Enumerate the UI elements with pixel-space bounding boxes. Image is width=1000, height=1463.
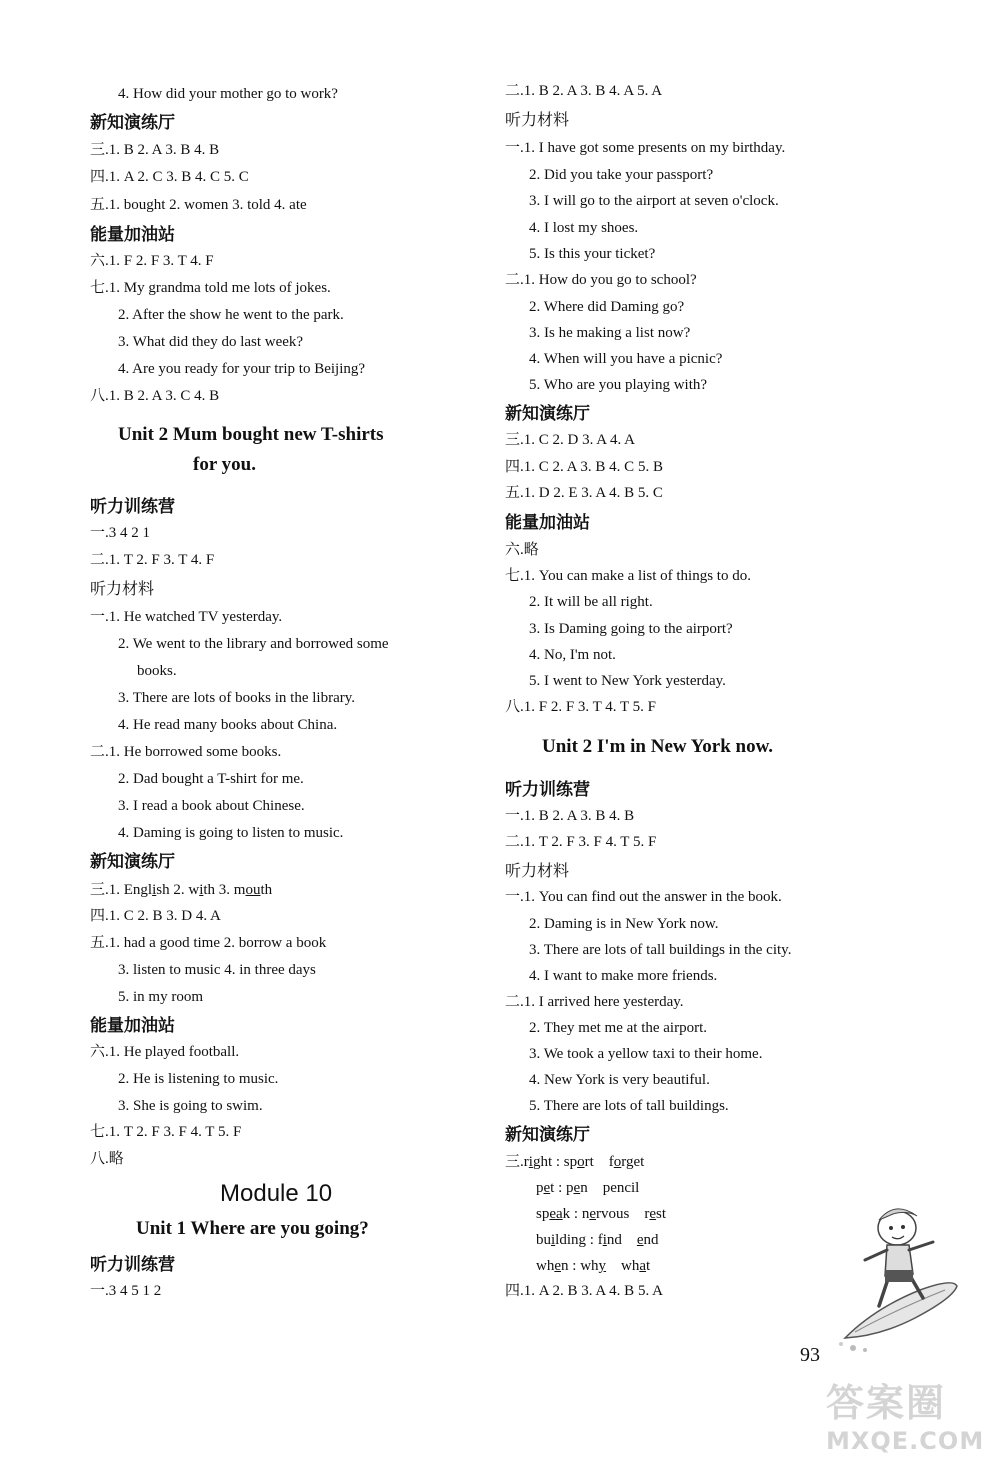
answer-line: 六.1. He played football. bbox=[90, 1044, 240, 1060]
answer-line: 二.1. I arrived here yesterday. bbox=[505, 994, 684, 1010]
text: wh bbox=[536, 1258, 555, 1274]
unit-title: Unit 2 Mum bought new T-shirts bbox=[118, 424, 384, 445]
underlined-letters: i bbox=[551, 1232, 556, 1248]
text: : bbox=[554, 1180, 567, 1196]
answer-line: 一.1. He watched TV yesterday. bbox=[90, 609, 283, 625]
text: nd bbox=[606, 1232, 622, 1248]
answer-line: 三.1. C 2. D 3. A 4. A bbox=[505, 432, 636, 448]
text: t bbox=[550, 1180, 555, 1196]
answer-line: 一.3 4 2 1 bbox=[90, 525, 151, 541]
module-title: Module 10 bbox=[220, 1180, 333, 1207]
phonics-row bbox=[536, 1230, 659, 1250]
underlined-letters: e bbox=[554, 1258, 562, 1274]
text: n bbox=[580, 1180, 588, 1196]
text: bu bbox=[536, 1232, 551, 1248]
answer-line: 六.1. F 2. F 3. T 4. F bbox=[90, 253, 214, 269]
answer-line: 3. She is going to swim. bbox=[118, 1098, 263, 1114]
answer-line: 4. How did your mother go to work? bbox=[118, 86, 338, 102]
answer-line: 5. in my room bbox=[118, 989, 203, 1005]
section-heading: 听力训练营 bbox=[90, 497, 175, 517]
text: wh bbox=[580, 1258, 599, 1274]
text: sh 2. w bbox=[156, 882, 200, 898]
answer-line: 3. There are lots of books in the library. bbox=[118, 690, 356, 706]
text: : bbox=[568, 1258, 581, 1274]
answer-line: 二.1. How do you go to school? bbox=[505, 272, 697, 288]
text: : bbox=[552, 1154, 564, 1170]
section-heading: 新知演练厅 bbox=[90, 852, 175, 872]
underlined-letters: y bbox=[598, 1258, 607, 1274]
answer-line: 三.1. B 2. A 3. B 4. B bbox=[90, 142, 220, 158]
answer-line: 六.略 bbox=[505, 542, 539, 558]
phonics-row bbox=[536, 1256, 650, 1276]
answer-line: 3. There are lots of tall buildings in the city. bbox=[529, 942, 792, 958]
section-heading: 能量加油站 bbox=[90, 1016, 175, 1036]
text: sp bbox=[563, 1154, 578, 1170]
answer-line: 2. After the show he went to the park. bbox=[118, 307, 344, 323]
listening-material-heading: 听力材料 bbox=[505, 861, 570, 880]
answer-line: 八.1. B 2. A 3. C 4. B bbox=[90, 388, 220, 404]
underlined-letters: e bbox=[636, 1232, 644, 1248]
answer-line-underlined bbox=[90, 880, 272, 900]
answer-line: 3. What did they do last week? bbox=[118, 334, 304, 350]
text: f bbox=[597, 1232, 603, 1248]
underlined-letters: i bbox=[602, 1232, 607, 1248]
underlined-letters: i bbox=[199, 882, 204, 898]
unit-title: Unit 1 Where are you going? bbox=[136, 1218, 369, 1239]
answer-line: 4. I lost my shoes. bbox=[529, 220, 639, 236]
unit-title: Unit 2 I'm in New York now. bbox=[542, 736, 774, 757]
answer-line: 3. We took a yellow taxi to their home. bbox=[529, 1046, 763, 1062]
underlined-letters: ou bbox=[245, 882, 261, 898]
text: 三. bbox=[505, 1154, 524, 1170]
answer-line: 5. Who are you playing with? bbox=[529, 377, 708, 393]
answer-line: 五.1. had a good time 2. borrow a book bbox=[90, 935, 327, 951]
answer-line: 2. Did you take your passport? bbox=[529, 167, 714, 183]
underlined-letters: o bbox=[577, 1154, 585, 1170]
answer-line: 四.1. A 2. B 3. A 4. B 5. A bbox=[505, 1283, 663, 1299]
text: r bbox=[523, 1154, 529, 1170]
answer-line: 2. We went to the library and borrowed some bbox=[118, 636, 389, 652]
answer-line: 一.1. B 2. A 3. B 4. B bbox=[505, 808, 635, 824]
underlined-letters: ea bbox=[549, 1206, 563, 1222]
text: : bbox=[570, 1206, 582, 1222]
section-heading: 新知演练厅 bbox=[505, 1125, 590, 1145]
text: rvous bbox=[596, 1206, 630, 1222]
section-heading: 听力训练营 bbox=[90, 1255, 175, 1275]
text: pencil bbox=[602, 1180, 640, 1196]
listening-material-heading: 听力材料 bbox=[505, 110, 570, 129]
page-number: 93 bbox=[800, 1344, 820, 1366]
answer-line: 五.1. bought 2. women 3. told 4. ate bbox=[90, 197, 307, 213]
answer-line: 3. listen to music 4. in three days bbox=[118, 962, 316, 978]
section-heading: 能量加油站 bbox=[90, 225, 175, 245]
answer-line: 八.略 bbox=[90, 1151, 124, 1167]
answer-line: 2. It will be all right. bbox=[529, 594, 653, 610]
underlined-letters: e bbox=[543, 1180, 551, 1196]
answer-line: 4. He read many books about China. bbox=[118, 717, 338, 733]
answer-line: 二.1. T 2. F 3. T 4. F bbox=[90, 552, 215, 568]
answer-line: 5. I went to New York yesterday. bbox=[529, 673, 726, 689]
answer-line: 七.1. T 2. F 3. F 4. T 5. F bbox=[90, 1124, 242, 1140]
answer-line: 2. Daming is in New York now. bbox=[529, 916, 719, 932]
answer-line: 4. New York is very beautiful. bbox=[529, 1072, 710, 1088]
text: r bbox=[644, 1206, 650, 1222]
answer-line: 七.1. My grandma told me lots of jokes. bbox=[90, 280, 331, 296]
answer-line: 3. I read a book about Chinese. bbox=[118, 798, 305, 814]
watermark-title: 答案圈 bbox=[826, 1381, 947, 1425]
text: p bbox=[566, 1180, 574, 1196]
underlined-letters: a bbox=[639, 1258, 647, 1274]
text: t bbox=[646, 1258, 651, 1274]
section-heading: 能量加油站 bbox=[505, 513, 590, 533]
answer-line: 4. Are you ready for your trip to Beijing? bbox=[118, 361, 366, 377]
text: rt bbox=[584, 1154, 594, 1170]
answer-line: 八.1. F 2. F 3. T 4. T 5. F bbox=[505, 699, 657, 715]
answer-line: 3. I will go to the airport at seven o'clock. bbox=[529, 193, 779, 209]
phonics-row bbox=[505, 1152, 644, 1172]
listening-material-heading: 听力材料 bbox=[90, 579, 155, 598]
watermark bbox=[826, 1372, 992, 1455]
answer-line: 5. There are lots of tall buildings. bbox=[529, 1098, 729, 1114]
text: nd bbox=[643, 1232, 659, 1248]
unit-title-cont: for you. bbox=[193, 454, 256, 475]
text: lding bbox=[555, 1232, 587, 1248]
text: sp bbox=[536, 1206, 550, 1222]
answer-line: 二.1. He borrowed some books. bbox=[90, 744, 282, 760]
text: : bbox=[586, 1232, 598, 1248]
answer-line: 4. When will you have a picnic? bbox=[529, 351, 723, 367]
answer-line: 4. I want to make more friends. bbox=[529, 968, 718, 984]
answer-line: 四.1. C 2. A 3. B 4. C 5. B bbox=[505, 459, 663, 475]
text: f bbox=[608, 1154, 614, 1170]
answer-line: 五.1. D 2. E 3. A 4. B 5. C bbox=[505, 485, 663, 501]
answer-line: 2. He is listening to music. bbox=[118, 1071, 279, 1087]
answer-line: 2. They met me at the airport. bbox=[529, 1020, 708, 1036]
answer-line: 二.1. B 2. A 3. B 4. A 5. A bbox=[505, 83, 663, 99]
answer-line: 3. Is Daming going to the airport? bbox=[529, 621, 733, 637]
answer-line: 5. Is this your ticket? bbox=[529, 246, 656, 262]
surfer-mascot-illustration bbox=[835, 1198, 965, 1358]
section-heading: 听力训练营 bbox=[505, 780, 590, 800]
text: rget bbox=[621, 1154, 645, 1170]
text: n bbox=[561, 1258, 569, 1274]
text: th 3. m bbox=[203, 882, 246, 898]
section-heading: 新知演练厅 bbox=[90, 113, 175, 133]
text: wh bbox=[621, 1258, 640, 1274]
phonics-row bbox=[536, 1204, 666, 1224]
text: p bbox=[536, 1180, 544, 1196]
text: k bbox=[562, 1206, 571, 1222]
answer-line: 七.1. You can make a list of things to do. bbox=[505, 568, 751, 584]
answer-line: 四.1. C 2. B 3. D 4. A bbox=[90, 908, 221, 924]
text: 三.1. Engl bbox=[90, 882, 153, 898]
text: ght bbox=[532, 1154, 553, 1170]
underlined-letters: i bbox=[152, 882, 157, 898]
watermark-url: MXQE.COM bbox=[826, 1427, 985, 1455]
answer-line: 二.1. T 2. F 3. F 4. T 5. F bbox=[505, 834, 657, 850]
answer-line: 2. Dad bought a T-shirt for me. bbox=[118, 771, 304, 787]
answer-line: books. bbox=[137, 663, 177, 679]
answer-line: 一.1. You can find out the answer in the book. bbox=[505, 889, 782, 905]
answer-line: 一.3 4 5 1 2 bbox=[90, 1283, 162, 1299]
underlined-letters: e bbox=[589, 1206, 597, 1222]
underlined-letters: i bbox=[528, 1154, 533, 1170]
underlined-letters: e bbox=[649, 1206, 657, 1222]
answer-line: 四.1. A 2. C 3. B 4. C 5. C bbox=[90, 169, 249, 185]
answer-line: 4. Daming is going to listen to music. bbox=[118, 825, 344, 841]
answer-line: 4. No, I'm not. bbox=[529, 647, 616, 663]
phonics-row bbox=[536, 1178, 639, 1198]
answer-line: 3. Is he making a list now? bbox=[529, 325, 691, 341]
section-heading: 新知演练厅 bbox=[505, 404, 590, 424]
text: th bbox=[260, 882, 273, 898]
answer-line: 一.1. I have got some presents on my birthday. bbox=[505, 140, 786, 156]
text: n bbox=[581, 1206, 590, 1222]
answer-line: 2. Where did Daming go? bbox=[529, 299, 685, 315]
underlined-letters: o bbox=[613, 1154, 622, 1170]
underlined-letters: e bbox=[573, 1180, 581, 1196]
text: st bbox=[656, 1206, 667, 1222]
